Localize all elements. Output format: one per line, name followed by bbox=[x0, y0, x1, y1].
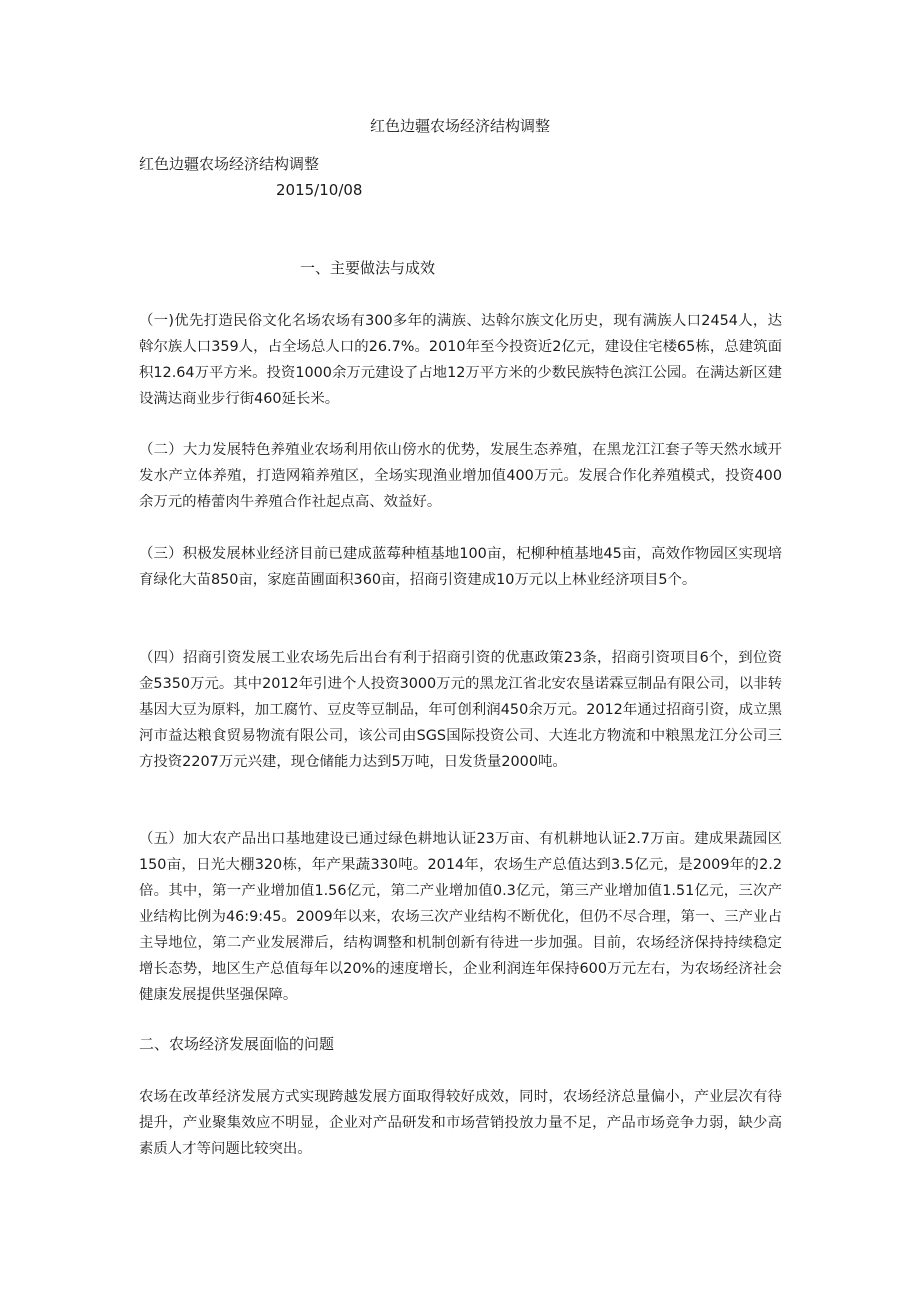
paragraph-export-base: （五）加大农产品出口基地建设已通过绿色耕地认证23万亩、有机耕地认证2.7万亩。建成果蔬园区150亩，日光大棚320栋，年产果蔬330吨。2014年，农场生产总值达到3.5亿元，是2009年的2.2倍。其中，第一产业增加值1.56亿元，第二产业增加值0.3亿元，第三产业增加值1.51亿元，三次产业结构比例为46:9:45。2009年以来，农场三次产业结构不断优化，但仍不尽合理，第一、三产业占主导地位，第二产业发展滞后，结构调整和机制创新有待进一步加强。目前，农场经济保持持续稳定增长态势，地区生产总值每年以20%的速度增长，企业利润连年保持600万元左右，为农场经济社会健康发展提供坚强保障。 bbox=[139, 831, 782, 1003]
paragraph-problems: 农场在改革经济发展方式实现跨越发展方面取得较好成效，同时，农场经济总量偏小，产业层次有待提升，产业聚集效应不明显，企业对产品研发和市场营销投放力量不足，产品市场竞争力弱，缺少高素质人才等问题比较突出。 bbox=[139, 1089, 782, 1157]
paragraph-folk-culture: （一)优先打造民俗文化名场农场有300多年的满族、达斡尔族文化历史，现有满族人口2454人，达斡尔族人口359人，占全场总人口的26.7%。2010年至今投资近2亿元，建设住宅楼65栋，总建筑面积12.64万平方米。投资1000余万元建设了占地12万平方米的少数民族特色滨江公园。在满达新区建设满达商业步行街460延长米。 bbox=[139, 313, 782, 407]
document-date: 2015/10/08 bbox=[276, 181, 363, 199]
paragraph-investment-industry: （四）招商引资发展工业农场先后出台有利于招商引资的优惠政策23条，招商引资项目6个，到位资金5350万元。其中2012年引进个人投资3000万元的黑龙江省北安农垦诺霖豆制品有限公司，以非转基因大豆为原料，加工腐竹、豆皮等豆制品，年可创利润450余万元。2012年通过招商引资，成立黑河市益达粮食贸易物流有限公司，该公司由SGS国际投资公司、大连北方物流和中粮黑龙江分公司三方投资2207万元兴建，现仓储能力达到5万吨，日发货量2000吨。 bbox=[139, 650, 782, 770]
section-heading-main-practices: 一、主要做法与成效 bbox=[300, 259, 436, 277]
section-heading-problems: 二、农场经济发展面临的问题 bbox=[139, 1035, 335, 1053]
document-title: 红色边疆农场经济结构调整 bbox=[369, 117, 550, 135]
paragraph-forestry: （三）积极发展林业经济目前已建成蓝莓种植基地100亩，杞柳种植基地45亩，高效作物园区实现培育绿化大苗850亩，家庭苗圃面积360亩，招商引资建成10万元以上林业经济项目5个。 bbox=[139, 546, 782, 588]
paragraph-aquaculture: （二）大力发展特色养殖业农场利用依山傍水的优势，发展生态养殖，在黑龙江江套子等天然水域开发水产立体养殖，打造网箱养殖区，全场实现渔业增加值400万元。发展合作化养殖模式，投资400余万元的椿蕾肉牛养殖合作社起点高、效益好。 bbox=[139, 442, 782, 510]
document-subtitle: 红色边疆农场经济结构调整 bbox=[139, 155, 320, 173]
